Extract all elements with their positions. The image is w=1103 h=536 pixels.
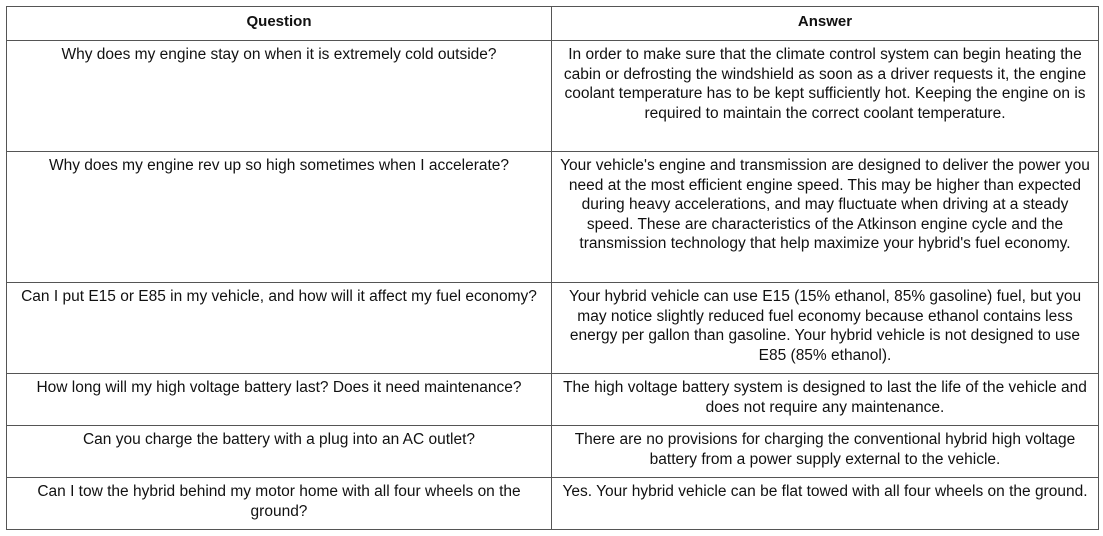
answer-cell: The high voltage battery system is designed to last the life of the vehicle and does not require any maintenance.: [552, 374, 1099, 426]
question-cell: Can I tow the hybrid behind my motor home with all four wheels on the ground?: [7, 478, 552, 530]
table-row: [7, 283, 1099, 374]
answer-cell: In order to make sure that the climate control system can begin heating the cabin or defrosting the windshield as soon as a driver requests it, the engine coolant temperature has to be kept sufficiently hot. Keeping the engine on is required to maintain the correct coolant temperature.: [552, 41, 1099, 152]
question-cell: How long will my high voltage battery last? Does it need maintenance?: [7, 374, 552, 426]
question-cell: Can you charge the battery with a plug into an AC outlet?: [7, 426, 552, 478]
answer-cell: There are no provisions for charging the conventional hybrid high voltage battery from a power supply external to the vehicle.: [552, 426, 1099, 478]
question-cell: Why does my engine stay on when it is extremely cold outside?: [7, 41, 552, 152]
table-row: [7, 374, 1099, 426]
answer-cell: Yes. Your hybrid vehicle can be flat towed with all four wheels on the ground.: [552, 478, 1099, 530]
table-row: [7, 152, 1099, 283]
question-cell: Why does my engine rev up so high sometimes when I accelerate?: [7, 152, 552, 283]
answer-cell: Your hybrid vehicle can use E15 (15% ethanol, 85% gasoline) fuel, but you may notice slightly reduced fuel economy because ethanol contains less energy per gallon than gasoline. Your hybrid vehicle is not designed to use E85 (85% ethanol).: [552, 283, 1099, 374]
header-row: [7, 7, 1099, 41]
question-column-header: Question: [7, 7, 552, 41]
answer-cell: Your vehicle's engine and transmission are designed to deliver the power you need at the most efficient engine speed. This may be higher than expected during heavy accelerations, and may fluctuate when driving at a steady speed. These are characteristics of the Atkinson engine cycle and the transmission technology that help maximize your hybrid's fuel economy.: [552, 152, 1099, 283]
table-row: [7, 478, 1099, 530]
question-cell: Can I put E15 or E85 in my vehicle, and how will it affect my fuel economy?: [7, 283, 552, 374]
table-row: [7, 426, 1099, 478]
answer-column-header: Answer: [552, 7, 1099, 41]
faq-table: [6, 6, 1099, 530]
table-row: [7, 41, 1099, 152]
